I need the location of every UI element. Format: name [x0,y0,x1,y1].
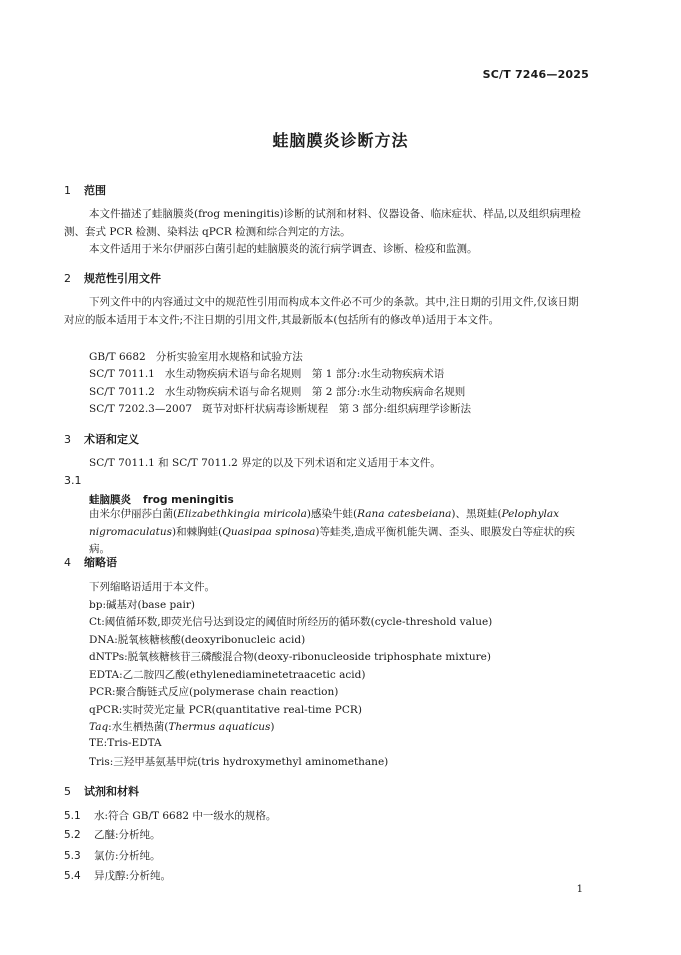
reagent-item [64,808,276,823]
section-3-heading [64,431,139,447]
reference-item [89,401,481,416]
abbreviation-item: TE:Tris-EDTA [89,737,162,749]
section-number: 1 [64,184,71,197]
species-name: Elizabethkingia miricola [177,508,307,520]
section-title: 试剂和材料 [84,785,139,798]
definition-text: )和棘胸蛙( [172,525,223,538]
reference-title: 水生动物疾病术语与命名规则 第 1 部分:水生动物疾病术语 [164,368,445,380]
reference-code: GB/T 6682 [89,351,146,363]
section-4-heading [64,554,117,570]
reference-code: SC/T 7011.1 [89,368,155,380]
species-name: Rana catesbeiana [357,508,452,520]
term-english: frog meningitis [143,494,234,506]
abbreviation-item: EDTA:乙二胺四乙酸(ethylenediaminetetraacetic acid) [89,669,366,681]
item-text: 氯仿:分析纯。 [94,850,161,862]
scope-paragraph-1: 本文件描述了蛙脑膜炎(frog meningitis)诊断的试剂和材料、仪器设备、临床症状、样品,以及组织病理检测、套式 PCR 检测、染料法 qPCR 检测和综合判定的方法。 [64,208,581,238]
abbreviation-text: :水生栖热菌( [108,721,169,733]
section-number: 3 [64,433,71,446]
reference-code: SC/T 7011.2 [89,386,155,398]
section-number: 5 [64,785,71,798]
abbreviation-item: qPCR:实时荧光定量 PCR(quantitative real-time PCR) [89,704,362,716]
reference-item [89,349,313,364]
species-name: Pelophylax nigromaculatus [89,508,560,538]
abbreviation-item: Tris:三羟甲基氨基甲烷(tris hydroxymethyl aminomethane) [89,756,389,768]
definition-text: 由米尔伊丽莎白菌( [89,508,178,520]
term-chinese: 蛙脑膜炎 [89,494,131,506]
abbreviation-item: bp:碱基对(base pair) [89,599,195,611]
definition-text: )感染牛蛙( [306,508,358,520]
term-heading [89,492,234,507]
abbreviation-item: Ct:阈值循环数,即荧光信号达到设定的阈值时所经历的循环数(cycle-threshold value) [89,616,493,628]
abbreviations-intro: 下列缩略语适用于本文件。 [89,581,215,593]
section-number: 4 [64,556,71,569]
reference-title: 斑节对虾杆状病毒诊断规程 第 3 部分:组织病理学诊断法 [202,403,471,415]
reference-title: 水生动物疾病术语与命名规则 第 2 部分:水生动物疾病命名规则 [164,386,466,398]
definition-text: )、黑斑蛙( [451,508,502,520]
taq-species: Thermus aquaticus [168,721,271,733]
section-title: 规范性引用文件 [84,272,161,285]
abbreviation-text: ) [270,721,275,733]
reagent-item [64,868,171,883]
terms-intro: SC/T 7011.1 和 SC/T 7011.2 界定的以及下列术语和定义适用于本文件。 [89,457,441,469]
reagent-item [64,827,161,842]
section-2-heading [64,270,161,286]
item-text: 异戊醇:分析纯。 [94,870,172,882]
normative-references-intro: 下列文件中的内容通过文中的规范性引用而构成本文件必不可少的条款。其中,注日期的引用文件,仅该日期对应的版本适用于本文件;不注日期的引用文件,其最新版本(包括所有的修改单)适用于本文件。 [64,296,579,326]
reference-title: 分析实验室用水规格和试验方法 [155,351,303,363]
item-number: 5.2 [64,829,81,841]
item-number: 5.1 [64,810,81,822]
abbreviation-item: dNTPs:脱氧核糖核苷三磷酸混合物(deoxy-ribonucleoside triphosphate mixture) [89,651,491,663]
subclause-number: 3.1 [64,474,82,487]
reference-item [89,384,475,399]
abbreviation-item: DNA:脱氧核糖核酸(deoxyribonucleic acid) [89,634,306,646]
item-number: 5.4 [64,870,81,882]
item-number: 5.3 [64,850,81,862]
page-number: 1 [576,884,583,895]
item-text: 乙醚:分析纯。 [94,829,161,841]
item-text: 水:符合 GB/T 6682 中一级水的规格。 [94,810,277,822]
abbreviation-item: PCR:聚合酶链式反应(polymerase chain reaction) [89,686,339,698]
section-5-heading [64,783,139,799]
section-title: 术语和定义 [84,433,139,446]
reagent-item [64,848,161,863]
definition-text: )等蛙类,造成平衡机能失调、歪头、眼膜发白等症状的疾病。 [89,525,575,555]
species-name: Quasipaa spinosa [222,525,316,538]
standard-code: SC/T 7246—2025 [482,68,589,81]
taq-abbr: Taq [89,721,109,733]
section-number: 2 [64,272,71,285]
term-definition [89,506,594,559]
document-title: 蛙脑膜炎诊断方法 [272,131,409,150]
section-title: 缩略语 [84,556,117,569]
reference-code: SC/T 7202.3—2007 [89,403,193,415]
reference-item [89,366,454,381]
abbreviation-item-taq [89,719,274,734]
section-1-heading [64,182,106,198]
scope-paragraph-2: 本文件适用于米尔伊丽莎白菌引起的蛙脑膜炎的流行病学调查、诊断、检疫和监测。 [89,243,478,255]
section-title: 范围 [84,184,106,197]
